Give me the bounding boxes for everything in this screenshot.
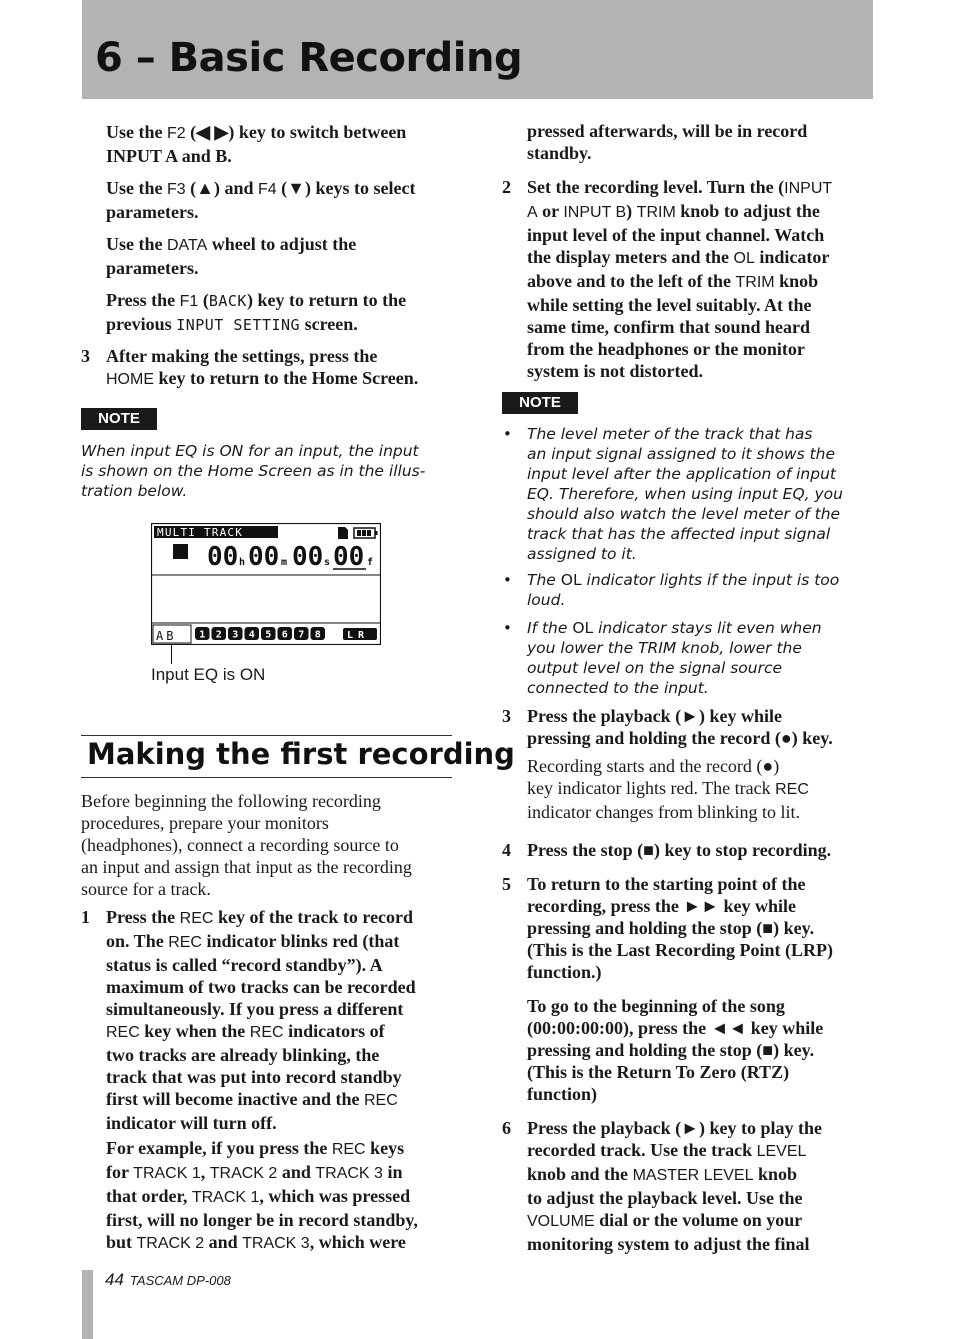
step-3-record: Press the playback (►) key while pressing and holding the record (●) key.	[527, 706, 833, 748]
time-seconds: 00	[292, 542, 324, 572]
para-f3-f4: Use the F3 (▲) and F4 (▼) keys to select parameters.	[106, 178, 416, 222]
product-name: TASCAM DP-008	[129, 1273, 231, 1288]
step-number: 3	[81, 346, 90, 366]
bullet-icon: •	[503, 425, 512, 443]
note-bullet-1: The level meter of the track that has an input signal assigned to it shows the input level after the application of input EQ. Therefore, when using input EQ, you should also watch the level meter of the track that has the affected input signal assigned to it.	[527, 425, 843, 563]
step-number: 5	[502, 874, 511, 894]
note-bullet-3: If the OL indicator stays lit even when you lower the TRIM knob, lower the output level on the signal source connected to the input.	[527, 619, 822, 697]
section-title: Making the first recording	[87, 737, 515, 771]
track-number: 3	[232, 629, 239, 641]
track-number: 6	[281, 629, 288, 641]
step-4-stop: Press the stop (■) key to stop recording.	[527, 840, 832, 860]
track-number: 4	[248, 629, 255, 641]
card-icon	[338, 527, 348, 539]
note-badge: NOTE	[81, 408, 157, 430]
track-number: 8	[314, 629, 321, 641]
track-number: 7	[298, 629, 305, 641]
track-number: 5	[265, 629, 272, 641]
time-frames: 00	[333, 542, 365, 572]
para-data-wheel: Use the DATA wheel to adjust the parameters.	[106, 234, 357, 278]
step-1-continued: pressed afterwards, will be in record standby.	[527, 121, 808, 163]
note-badge: NOTE	[502, 392, 578, 414]
track-number: 2	[215, 629, 222, 641]
time-minutes: 00	[248, 542, 280, 572]
step-2-level: Set the recording level. Turn the (INPUT A or INPUT B) TRIM knob to adjust the input level of the input channel. Watch the display meters and the OL indicator above and to the left of the TRIM knob while setting the level suitably. At the same time, confirm that sound heard from the headphones or the monitor system is not distorted.	[527, 177, 833, 381]
unit-m: m	[281, 557, 288, 568]
step-3-home: After making the settings, press the HOME key to return to the Home Screen.	[106, 346, 419, 388]
unit-s: s	[324, 557, 331, 568]
step-5-lrp: To return to the starting point of the recording, press the ►► key while pressing and holding the stop (■) key. (This is the Last Recording Point (LRP) function.)	[527, 874, 833, 982]
page-footer	[105, 1270, 231, 1290]
chapter-header	[82, 0, 873, 99]
note-bullet-2: The OL indicator lights if the input is too loud.	[527, 571, 840, 609]
track-number: 1	[199, 629, 206, 641]
caption-leader-line	[171, 644, 172, 664]
chapter-title: 6 – Basic Recording	[95, 35, 523, 81]
para-f2: Use the F2 (◀ ▶) key to switch between INPUT A and B.	[106, 122, 407, 166]
step-3-result: Recording starts and the record (●) key indicator lights red. The track REC indicator changes from blinking to lit.	[527, 756, 809, 822]
step-number: 3	[502, 706, 511, 726]
step-number: 6	[502, 1118, 511, 1138]
bullet-icon: •	[503, 619, 512, 637]
step-number: 1	[81, 907, 90, 927]
step-5-rtz: To go to the beginning of the song (00:00:00:00), press the ◄◄ key while pressing and holding the stop (■) key. (This is the Return To Zero (RTZ) function)	[527, 996, 824, 1104]
unit-f: f	[367, 557, 374, 568]
intro-paragraph: Before beginning the following recording procedures, prepare your monitors (headphones), connect a recording source to an input and assign that input as the recording source for a track.	[81, 791, 412, 899]
para-f1: Press the F1 (BACK) key to return to the previous INPUT SETTING screen.	[106, 290, 407, 334]
unit-h: h	[239, 557, 246, 568]
page-number: 44	[105, 1270, 124, 1289]
illustration-caption: Input EQ is ON	[151, 665, 266, 684]
step-number: 2	[502, 177, 511, 197]
lr-label: LR	[347, 630, 370, 641]
section-rule-bottom	[81, 777, 452, 778]
time-hours: 00	[207, 542, 239, 572]
bullet-icon: •	[503, 571, 512, 589]
step-number: 4	[502, 840, 511, 860]
step-6-playback: Press the playback (►) key to play the recorded track. Use the track LEVEL knob and the MASTER LEVEL knob to adjust the playback level. Use the VOLUME dial or the volume on your monitoring system to adjust the final	[527, 1118, 822, 1254]
input-ab-label: AB	[156, 629, 177, 643]
step-1-rec: Press the REC key of the track to record on. The REC indicator blinks red (that status is called “record standby”). A maximum of two tracks can be recorded simultaneously. If you press a different REC key when the REC indicators of two tracks are already blinking, the track that was put into record standby first will become inactive and the REC indicator will turn off.	[106, 907, 416, 1133]
stop-icon	[173, 544, 188, 559]
footer-bar	[82, 1270, 93, 1339]
home-screen-illustration	[151, 523, 381, 645]
step-1-example: For example, if you press the REC keys for TRACK 1, TRACK 2 and TRACK 3 in that order, TRACK 1, which was pressed first, will no longer be in record standby, but TRACK 2 and TRACK 3, which were	[106, 1138, 418, 1252]
note-text: When input EQ is ON for an input, the input is shown on the Home Screen as in the illus- tration below.	[81, 442, 426, 500]
mode-label: MULTI TRACK	[157, 526, 244, 539]
